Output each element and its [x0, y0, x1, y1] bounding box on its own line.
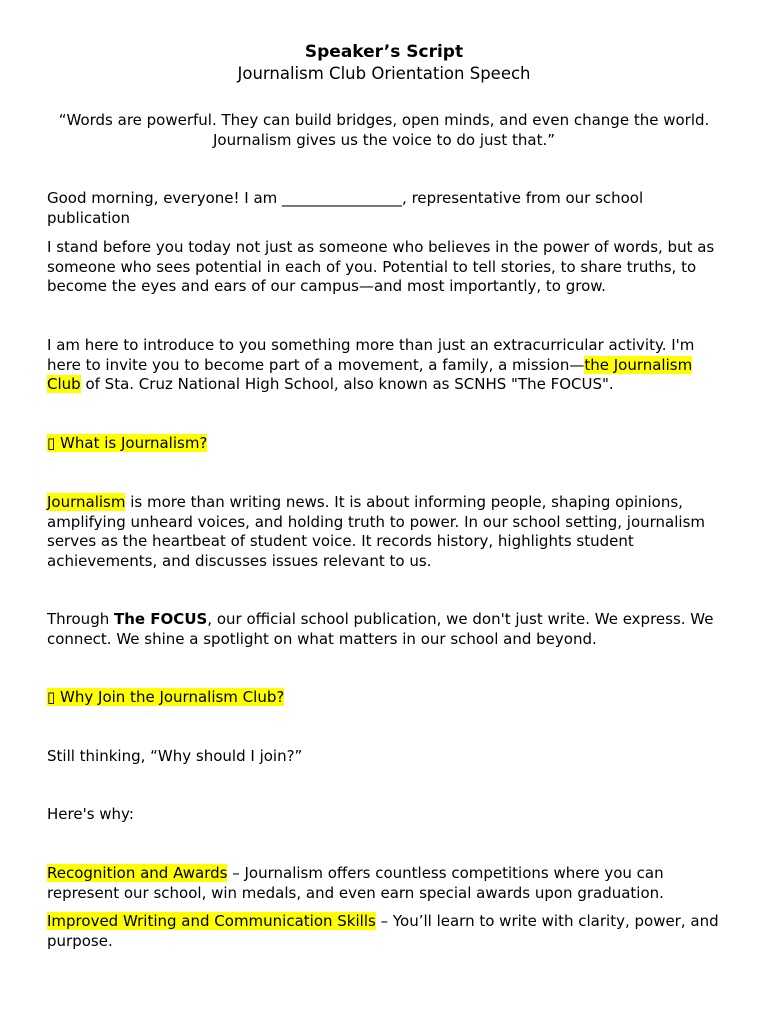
- recognition-item: [47, 864, 723, 903]
- quote-line-1: “Words are powerful. They can build bridges, open minds, and even change the world.: [58, 111, 710, 129]
- why-join-highlight: [47, 688, 284, 706]
- the-focus-bold: The FOCUS: [114, 610, 208, 628]
- invitation-paragraph: [47, 336, 723, 395]
- invitation-text-start: I am here to introduce to you something more than just an extracurricular activity. I'm here to invite you to become part of a movement, a family, a mission—: [47, 336, 695, 374]
- journalism-definition-text: is more than writing news. It is about informing people, shaping opinions, amplifying unheard voices, and holding truth to power. In our school setting, journalism serves as the heartbeat of student voice. It records history, highlights student achievements, and discusses issues relevant to us.: [47, 493, 706, 570]
- recognition-text: – Journalism offers countless competitions where you can represent our school, win medals, and even earn special awards upon graduation.: [47, 864, 664, 902]
- quote-line-2: Journalism gives us the voice to do just that.”: [213, 130, 555, 149]
- script-title: Speaker’s Script: [304, 42, 464, 62]
- the-focus-text-end: , our official school publication, we don't just write. We express. We connect. We shine a spotlight on what matters in our school and beyond.: [47, 610, 714, 648]
- what-is-journalism-text: What is Journalism?: [55, 434, 208, 452]
- invitation-text-end: of Sta. Cruz National High School, also known as SCNHS "The FOCUS".: [80, 375, 614, 393]
- missing-glyph-icon: ▯: [47, 434, 56, 452]
- why-join-heading: [47, 688, 723, 708]
- recognition-highlight: Recognition and Awards: [47, 864, 228, 882]
- journalism-club-highlight: the Journalism Club: [47, 355, 693, 393]
- intro-paragraph: I stand before you today not just as someone who believes in the power of words, but as someone who sees potential in each of you. Potential to tell stories, to share truths, to become the eyes and ears of our campus—and most importantly, to grow.: [47, 238, 715, 295]
- the-focus-paragraph: [47, 610, 723, 649]
- missing-glyph-icon: ▯: [47, 688, 56, 706]
- the-focus-text-start: Through: [47, 610, 114, 628]
- why-join-text: Why Join the Journalism Club?: [55, 688, 285, 706]
- why-join-question: Still thinking, “Why should I join?”: [47, 747, 303, 765]
- what-is-journalism-heading: [47, 434, 723, 454]
- greeting-paragraph: Good morning, everyone! I am ________________, representative from our school publication: [47, 189, 644, 227]
- writing-skills-text: – You’ll learn to write with clarity, power, and purpose.: [47, 912, 719, 950]
- writing-skills-highlight: Improved Writing and Communication Skills: [47, 912, 376, 930]
- heres-why-text: Here's why:: [47, 805, 134, 823]
- script-subtitle: Journalism Club Orientation Speech: [237, 64, 531, 83]
- journalism-definition-paragraph: [47, 493, 723, 571]
- journalism-highlight: Journalism: [47, 493, 126, 511]
- what-is-journalism-highlight: [47, 434, 207, 452]
- writing-skills-item: [47, 912, 723, 951]
- opening-quote: [40, 111, 728, 150]
